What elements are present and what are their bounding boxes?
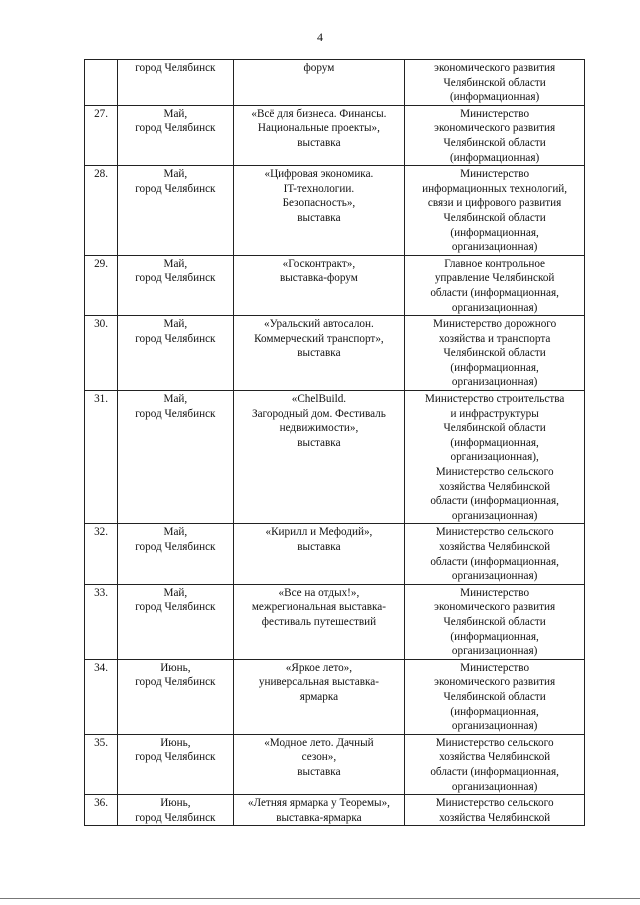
row-number-cell: 34. (85, 659, 118, 734)
table-row (85, 391, 585, 524)
row-number-cell (85, 60, 118, 106)
table-row (85, 105, 585, 165)
organizer-cell: экономического развития Челябинской области (информационная) (405, 60, 585, 106)
event-cell: «Яркое лето», универсальная выставка- ярмарка (233, 659, 405, 734)
event-cell: «Все на отдых!», межрегиональная выставка- фестиваль путешествий (233, 584, 405, 659)
table-row (85, 60, 585, 106)
date-place-cell: Май, город Челябинск (118, 166, 233, 256)
organizer-cell: Министерство сельского хозяйства Челябинской (405, 795, 585, 826)
row-number-cell: 30. (85, 316, 118, 391)
events-table (84, 59, 585, 826)
row-number-cell: 32. (85, 524, 118, 584)
event-cell: «Госконтракт», выставка-форум (233, 255, 405, 315)
organizer-cell: Министерство экономического развития Челябинской области (информационная, организационная) (405, 584, 585, 659)
organizer-cell: Главное контрольное управление Челябинской области (информационная, организационная) (405, 255, 585, 315)
date-place-cell: Май, город Челябинск (118, 584, 233, 659)
date-place-cell: Июнь, город Челябинск (118, 734, 233, 794)
page-bottom-rule (0, 898, 640, 899)
date-place-cell: Июнь, город Челябинск (118, 795, 233, 826)
event-cell: «Цифровая экономика. IT-технологии. Безопасность», выставка (233, 166, 405, 256)
date-place-cell: Май, город Челябинск (118, 316, 233, 391)
row-number-cell: 33. (85, 584, 118, 659)
table-row (85, 316, 585, 391)
table-row (85, 795, 585, 826)
event-cell: «Модное лето. Дачный сезон», выставка (233, 734, 405, 794)
event-cell: форум (233, 60, 405, 106)
date-place-cell: Май, город Челябинск (118, 255, 233, 315)
events-table-body (85, 60, 585, 826)
row-number-cell: 28. (85, 166, 118, 256)
event-cell: «Летняя ярмарка у Теоремы», выставка-ярмарка (233, 795, 405, 826)
date-place-cell: Май, город Челябинск (118, 391, 233, 524)
date-place-cell: Май, город Челябинск (118, 105, 233, 165)
organizer-cell: Министерство экономического развития Челябинской области (информационная) (405, 105, 585, 165)
table-row (85, 524, 585, 584)
organizer-cell: Министерство строительства и инфраструктуры Челябинской области (информационная, организационная), Министерство сельского хозяйства Челябинской области (информационная, организационная) (405, 391, 585, 524)
organizer-cell: Министерство экономического развития Челябинской области (информационная, организационная) (405, 659, 585, 734)
event-cell: «Кирилл и Мефодий», выставка (233, 524, 405, 584)
table-row (85, 255, 585, 315)
date-place-cell: Май, город Челябинск (118, 524, 233, 584)
table-row (85, 734, 585, 794)
event-cell: «Уральский автосалон. Коммерческий транспорт», выставка (233, 316, 405, 391)
page-number: 4 (317, 30, 323, 44)
event-cell: «Всё для бизнеса. Финансы. Национальные проекты», выставка (233, 105, 405, 165)
table-row (85, 166, 585, 256)
organizer-cell: Министерство сельского хозяйства Челябинской области (информационная, организационная) (405, 734, 585, 794)
row-number-cell: 31. (85, 391, 118, 524)
row-number-cell: 36. (85, 795, 118, 826)
event-cell: «ChelBuild. Загородный дом. Фестиваль недвижимости», выставка (233, 391, 405, 524)
organizer-cell: Министерство дорожного хозяйства и транспорта Челябинской области (информационная, организационная) (405, 316, 585, 391)
organizer-cell: Министерство сельского хозяйства Челябинской области (информационная, организационная) (405, 524, 585, 584)
date-place-cell: Июнь, город Челябинск (118, 659, 233, 734)
row-number-cell: 35. (85, 734, 118, 794)
table-row (85, 584, 585, 659)
organizer-cell: Министерство информационных технологий, связи и цифрового развития Челябинской области (информационная, организационная) (405, 166, 585, 256)
date-place-cell: город Челябинск (118, 60, 233, 106)
row-number-cell: 27. (85, 105, 118, 165)
table-row (85, 659, 585, 734)
row-number-cell: 29. (85, 255, 118, 315)
